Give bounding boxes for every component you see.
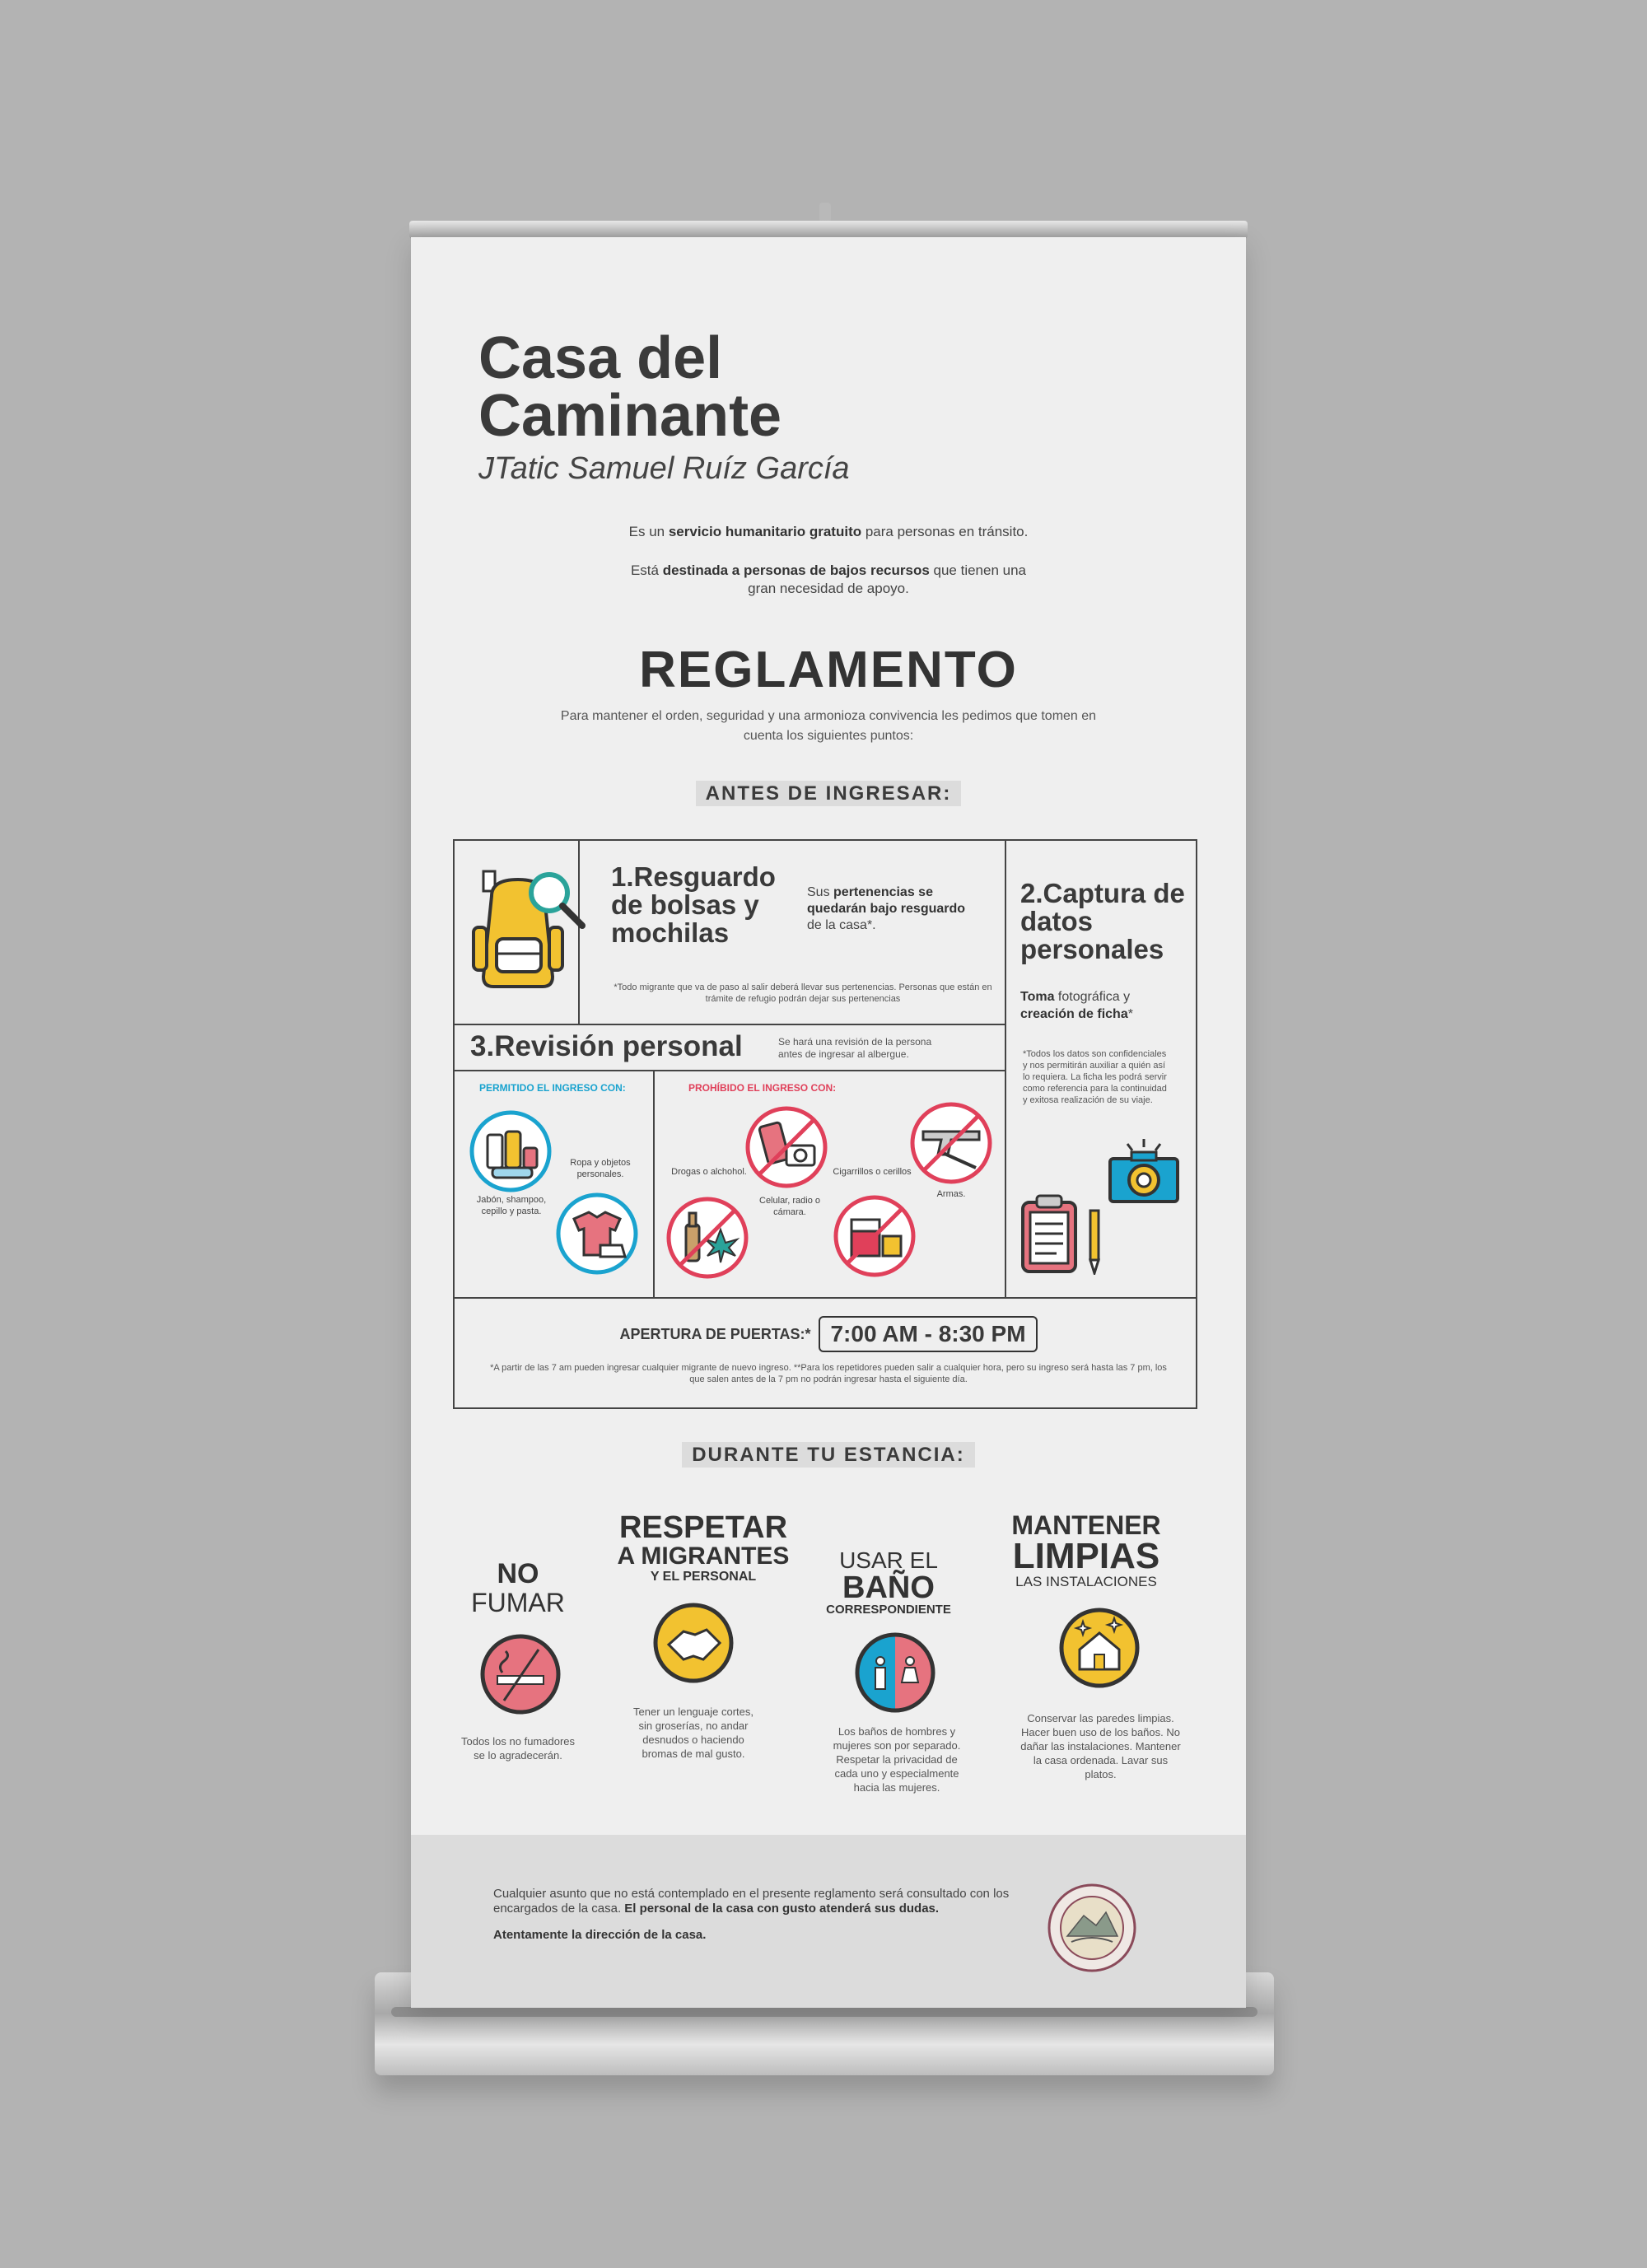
prohibido-item-2: Celular, radio o cámara. — [759, 1196, 820, 1217]
item2-desc: Toma fotográfica y creación de ficha* — [1020, 990, 1133, 1021]
reglamento-title: REGLAMENTO — [639, 642, 1018, 698]
footer-text: Cualquier asunto que no está contemplado en el presente reglamento será consultado con los encargados de la casa. El personal de la casa con gusto atenderá sus dudas. — [493, 1887, 1010, 1916]
antes-header-wrap — [411, 782, 1246, 805]
title-line-2: Caminante — [478, 383, 782, 449]
reglamento-subtitle: Para mantener el orden, seguridad y una armonioza convivencia les pedimos que tomen en cuenta los siguientes puntos: — [560, 709, 1097, 743]
permitido-item-1: Jabón, shampoo, cepillo y pasta. — [476, 1195, 547, 1216]
no-smoking-icon — [479, 1633, 562, 1715]
antes-header: ANTES DE INGRESAR: — [696, 781, 962, 806]
toiletries-icon — [469, 1110, 552, 1192]
rule-bano-title: USAR EL BAÑO CORRESPONDIENTE — [826, 1547, 951, 1617]
rule-limpias-title: MANTENER LIMPIAS LAS INSTALACIONES — [1011, 1510, 1161, 1589]
pencil-icon — [1086, 1209, 1103, 1275]
item3-desc: Se hará una revisión de la persona antes de ingresar al albergue. — [778, 1036, 932, 1060]
rollup-banner — [411, 237, 1246, 2008]
title-line-1: Casa del — [478, 325, 723, 391]
footer-signature: Atentamente la dirección de la casa. — [493, 1928, 707, 1942]
intro-paragraph-2: Está destinada a personas de bajos recursos que tienen una gran necesidad de apoyo. — [630, 562, 1027, 596]
apertura-note: *A partir de las 7 am pueden ingresar cualquier migrante de nuevo ingreso. **Para los repetidores pueden salir a cualquier hora, pero su ingreso será hasta las 7 pm, los que salen antes de la 7 pm no podrán ingresar hasta el siguiente día. — [490, 1363, 1167, 1384]
phone-camera-icon — [745, 1106, 828, 1188]
clipboard-icon — [1020, 1192, 1078, 1275]
rule-no-fumar-desc: Todos los no fumadores se lo agradecerán. — [460, 1735, 576, 1762]
house-seal-logo — [1047, 1883, 1137, 1973]
intro-paragraph-1: Es un servicio humanitario gratuito para personas en tránsito. — [628, 524, 1029, 539]
item3-title: 3.Revisión personal — [470, 1030, 743, 1062]
restroom-icon — [854, 1631, 936, 1714]
cigarettes-icon — [833, 1195, 916, 1277]
rule-limpias-desc: Conservar las paredes limpias. Hacer buen uso de los baños. No dañar las instalaciones. Mantener la casa ordenada. Lavar sus platos. — [1020, 1712, 1181, 1780]
item1-note: *Todo migrante que va de paso al salir deberá llevar sus pertenencias. Personas que están en trámite de refugio podrán dejar sus pertenencias — [614, 982, 992, 1004]
prohibido-item-3: Cigarrillos o cerillos — [833, 1167, 912, 1177]
stand-knob — [819, 203, 831, 222]
rule-bano-desc: Los baños de hombres y mujeres son por separado. Respetar la privacidad de cada uno y especialmente hacia las mujeres. — [833, 1725, 961, 1794]
item2-title: 2.Captura de datos personales — [1020, 878, 1185, 964]
weapons-icon — [910, 1102, 992, 1184]
banner-top-bar — [409, 221, 1248, 239]
durante-header-wrap — [411, 1444, 1246, 1467]
prohibido-item-1: Drogas o alchohol. — [671, 1167, 747, 1177]
rule-respetar-title: RESPETAR A MIGRANTES Y EL PERSONAL — [617, 1510, 790, 1584]
apertura-label: APERTURA DE PUERTAS:* — [619, 1325, 811, 1342]
item1-desc: Sus pertenencias se quedarán bajo resguardo de la casa*. — [807, 885, 966, 932]
prohibido-item-4: Armas. — [936, 1189, 966, 1199]
backpack-icon — [467, 863, 590, 995]
permitido-label: PERMITIDO EL INGRESO CON: — [479, 1082, 626, 1094]
page-title — [478, 325, 782, 449]
clean-house-icon — [1058, 1607, 1141, 1689]
page-subtitle: JTatic Samuel Ruíz García — [478, 451, 850, 486]
rule-no-fumar-title: NO FUMAR — [471, 1558, 565, 1617]
handshake-icon — [652, 1602, 735, 1684]
permitido-item-2: Ropa y objetos personales. — [570, 1158, 631, 1179]
clothes-icon — [556, 1192, 638, 1275]
item1-title: 1.Resguardo de bolsas y mochilas — [611, 861, 776, 948]
drugs-alcohol-icon — [666, 1197, 749, 1279]
prohibido-label: PROHÍBIDO EL INGRESO CON: — [688, 1082, 837, 1094]
item2-note: *Todos los datos son confidenciales y nos permitirán auxiliar a quién así lo requiera. La ficha les podrá servir como referencia para la continuidad y exitosa realización de su viaje. — [1023, 1049, 1167, 1105]
apertura-row — [411, 1316, 1246, 1352]
durante-header: DURANTE TU ESTANCIA: — [682, 1442, 975, 1468]
apertura-hours: 7:00 AM - 8:30 PM — [819, 1316, 1037, 1352]
cell-apertura — [453, 1297, 1197, 1409]
camera-icon — [1107, 1139, 1181, 1205]
rule-respetar-desc: Tener un lenguaje cortes, sin groserías, no andar desnudos o haciendo bromas de mal gusto. — [633, 1706, 754, 1760]
